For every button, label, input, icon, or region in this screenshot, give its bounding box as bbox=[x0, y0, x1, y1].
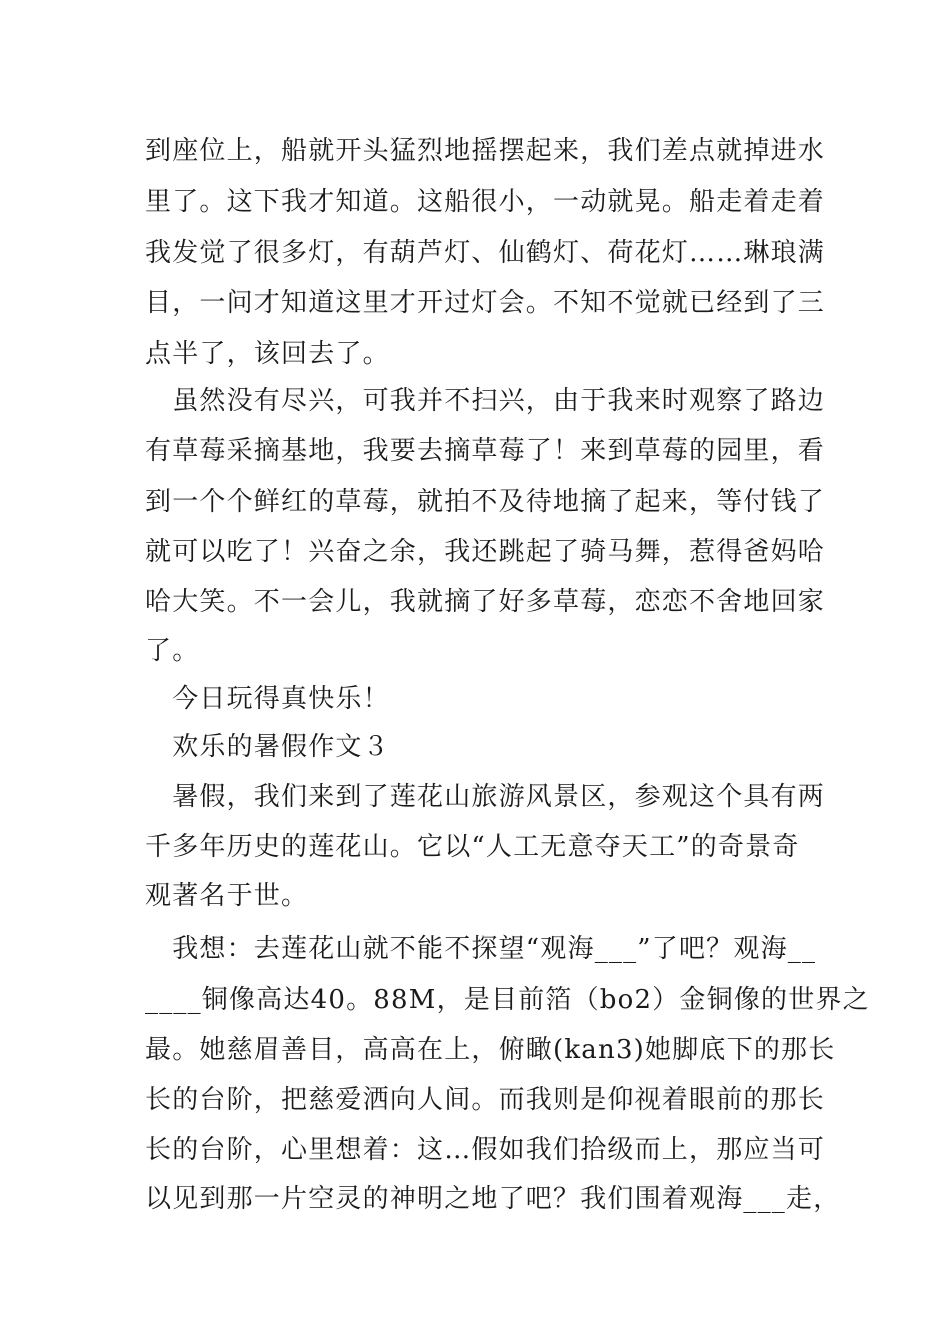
text-line: 目，一问才知道这里才开过灯会。不知不觉就已经到了三 bbox=[145, 288, 826, 318]
text-line: ____铜像高达40。88M，是目前箔（bo2）金铜像的世界之 bbox=[145, 985, 870, 1015]
text-line: 最。她慈眉善目，高高在上，俯瞰(kan3)她脚底下的那长 bbox=[145, 1035, 836, 1065]
text-line: 欢乐的暑假作文３ bbox=[145, 732, 390, 762]
text-line: 以见到那一片空灵的神明之地了吧？我们围着观海___走， bbox=[145, 1184, 841, 1214]
text-line: 观著名于世。 bbox=[145, 881, 309, 911]
text-line: 有草莓采摘基地，我要去摘草莓了！来到草莓的园里，看 bbox=[145, 436, 826, 466]
text-line: 哈大笑。不一会儿，我就摘了好多草莓，恋恋不舍地回家 bbox=[145, 587, 826, 617]
text-line: 里了。这下我才知道。这船很小，一动就晃。船走着走着 bbox=[145, 187, 826, 217]
text-line: 到座位上，船就开头猛烈地摇摆起来，我们差点就掉进水 bbox=[145, 136, 826, 166]
text-line: 今日玩得真快乐！ bbox=[145, 684, 390, 714]
text-line: 暑假，我们来到了莲花山旅游风景区，参观这个具有两 bbox=[145, 782, 826, 812]
text-line: 点半了，该回去了。 bbox=[145, 339, 390, 369]
text-line: 千多年历史的莲花山。它以“人工无意夺天工”的奇景奇 bbox=[145, 832, 800, 862]
text-line: 了。 bbox=[145, 636, 200, 666]
text-line: 虽然没有尽兴，可我并不扫兴，由于我来时观察了路边 bbox=[145, 386, 826, 416]
text-line: 我发觉了很多灯，有葫芦灯、仙鹤灯、荷花灯……琳琅满 bbox=[145, 238, 826, 268]
text-line: 就可以吃了！兴奋之余，我还跳起了骑马舞，惹得爸妈哈 bbox=[145, 537, 826, 567]
text-line: 长的台阶，心里想着：这…假如我们拾级而上，那应当可 bbox=[145, 1135, 826, 1165]
text-line: 到一个个鲜红的草莓，就拍不及待地摘了起来，等付钱了 bbox=[145, 487, 826, 517]
text-line: 我想：去莲花山就不能不探望“观海___”了吧？观海__ bbox=[145, 934, 817, 964]
text-line: 长的台阶，把慈爱洒向人间。而我则是仰视着眼前的那长 bbox=[145, 1085, 826, 1115]
